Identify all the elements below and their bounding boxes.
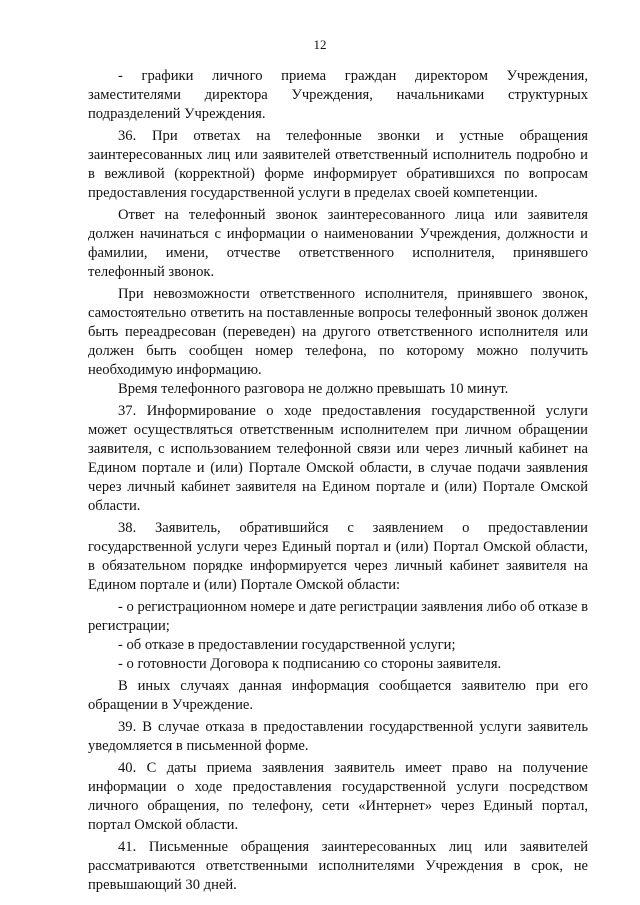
list-item-registration: - о регистрационном номере и дате регистрации заявления либо об отказе в регистрации; — [88, 599, 589, 634]
paragraph-reception-schedule: - графики личного приема граждан директором Учреждения, заместителями директора Учреждения, начальниками структурных подразделений Учреждения. — [88, 68, 588, 122]
paragraph-41: 41. Письменные обращения заинтересованных лиц или заявителей рассматриваются ответственными исполнителями Учреждения в срок, не превышающий 30 дней. — [88, 839, 588, 893]
paragraph-phone-answer: Ответ на телефонный звонок заинтересованного лица или заявителя должен начинаться с информации о наименовании Учреждения, должности и фамилии, имени, отчестве ответственного исполнителя, принявшего телефонный звонок. — [88, 207, 588, 280]
list-item-refusal: - об отказе в предоставлении государственной услуги; — [118, 637, 456, 653]
paragraph-call-duration: Время телефонного разговора не должно превышать 10 минут. — [118, 381, 509, 397]
paragraph-redirect-call: При невозможности ответственного исполнителя, принявшего звонок, самостоятельно ответить на поставленные вопросы телефонный звонок должен быть переадресован (переведен) на другого ответственного исполнителя или должен быть сообщен номер телефона, по которому можно получить необходимую информацию. — [88, 286, 588, 378]
paragraph-38: 38. Заявитель, обратившийся с заявлением о предоставлении государственной услуги через Единый портал и (или) Портал Омской области, в обязательном порядке информируется через личный кабинет заявителя на Едином портале и (или) Портале Омской области: — [88, 520, 588, 593]
paragraph-37: 37. Информирование о ходе предоставления государственной услуги может осуществляться ответственным исполнителем при личном обращении заявителя, с использованием телефонной связи или через личный кабинет на Едином портале и (или) Портале Омской области, в случае подачи заявления через личный кабинет заявителя на Едином портале и (или) Портале Омской области. — [88, 403, 588, 514]
paragraph-39: 39. В случае отказа в предоставлении государственной услуги заявитель уведомляется в письменной форме. — [88, 719, 588, 754]
list-item-contract-ready: - о готовности Договора к подписанию со стороны заявителя. — [118, 656, 502, 672]
paragraph-other-cases: В иных случаях данная информация сообщается заявителю при его обращении в Учреждение. — [88, 678, 588, 713]
document-body — [88, 67, 588, 898]
page-number: 12 — [313, 37, 327, 52]
paragraph-36: 36. При ответах на телефонные звонки и устные обращения заинтересованных лиц или заявителей ответственный исполнитель подробно и в вежливой (корректной) форме информирует обратившихся по вопросам предоставления государственной услуги в пределах своей компетенции. — [88, 128, 588, 201]
paragraph-40: 40. С даты приема заявления заявитель имеет право на получение информации о ходе предоставления государственной услуги посредством личного обращения, по телефону, сети «Интернет» через Единый портал, портал Омской области. — [88, 760, 588, 833]
